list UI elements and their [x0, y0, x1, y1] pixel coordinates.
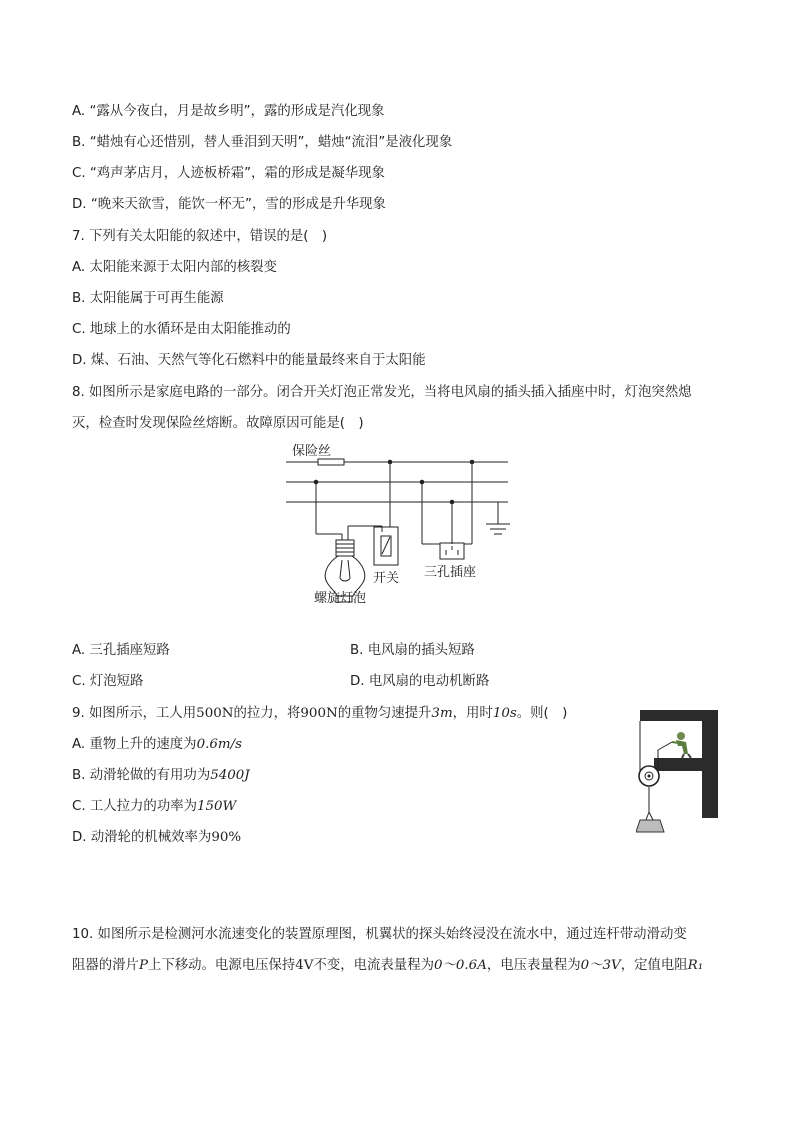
q10-resistor-r1: R₁	[687, 958, 704, 973]
q10-stem-line1: 10. 如图所示是检测河水流速变化的装置原理图，机翼状的探头始终浸没在流水中，通过连杆带动滑动变	[72, 927, 687, 942]
q8-option-d: D. 电风扇的电动机断路	[350, 674, 490, 689]
q8-option-b: B. 电风扇的插头短路	[350, 643, 475, 658]
q9-option-a: A. 重物上升的速度为0.6m/s	[72, 737, 242, 752]
pulley-diagram	[636, 708, 720, 834]
worker-icon	[672, 732, 691, 758]
q8-option-a: A. 三孔插座短路	[72, 643, 170, 658]
q10-voltage-range: 0～3V	[580, 958, 621, 973]
q7-option-c: C. 地球上的水循环是由太阳能推动的	[72, 322, 291, 337]
q6-option-d: D. “晚来天欲雪，能饮一杯无”，雪的形成是升华现象	[72, 197, 386, 212]
q9-option-b: B. 动滑轮做的有用功为5400J	[72, 768, 250, 783]
q8-stem-line1: 8. 如图所示是家庭电路的一部分。闭合开关灯泡正常发光，当将电风扇的插头插入插座中时，灯泡突然熄	[72, 385, 692, 400]
q9-weight: 900N	[300, 706, 338, 721]
fuse-label: 保险丝	[292, 444, 332, 459]
q10-slider-p: P	[138, 958, 148, 973]
q9-force: 500N	[196, 706, 234, 721]
socket-label: 三孔插座	[424, 565, 477, 580]
q6-option-b: B. “蜡烛有心还惜别，替人垂泪到天明”，蜡烛“流泪”是液化现象	[72, 135, 453, 150]
q10-current-range: 0～0.6A	[433, 958, 487, 973]
q7-option-b: B. 太阳能属于可再生能源	[72, 291, 224, 306]
q10-stem-line2: 阻器的滑片P上下移动。电源电压保持4V不变，电流表量程为0～0.6A，电压表量程为0～3V，定值电阻R₁	[72, 958, 704, 973]
q8-stem-line2: 灭，检查时发现保险丝熔断。故障原因可能是( )	[72, 416, 364, 431]
q9-option-c: C. 工人拉力的功率为150W	[72, 799, 237, 814]
q9-option-d: D. 动滑轮的机械效率为90%	[72, 830, 242, 845]
bulb-label: 螺旋灯泡	[314, 591, 367, 606]
q7-option-a: A. 太阳能来源于太阳内部的核裂变	[72, 260, 277, 275]
switch-label: 开关	[373, 571, 400, 586]
q10-voltage: 4V	[295, 958, 314, 973]
q8-option-c: C. 灯泡短路	[72, 674, 144, 689]
q6-option-c: C. “鸡声茅店月，人迹板桥霜”，霜的形成是凝华现象	[72, 166, 385, 181]
q9-height: 3m	[431, 706, 453, 721]
q6-option-a: A. “露从今夜白，月是故乡明”，露的形成是汽化现象	[72, 104, 385, 119]
q9-time: 10s	[492, 706, 517, 721]
q7-stem: 7. 下列有关太阳能的叙述中，错误的是( )	[72, 229, 328, 244]
q7-option-d: D. 煤、石油、天然气等化石燃料中的能量最终来自于太阳能	[72, 353, 426, 368]
q9-stem: 9. 如图所示，工人用500N的拉力，将900N的重物匀速提升3m，用时10s。则( )	[72, 706, 568, 721]
household-circuit-diagram	[270, 436, 520, 614]
